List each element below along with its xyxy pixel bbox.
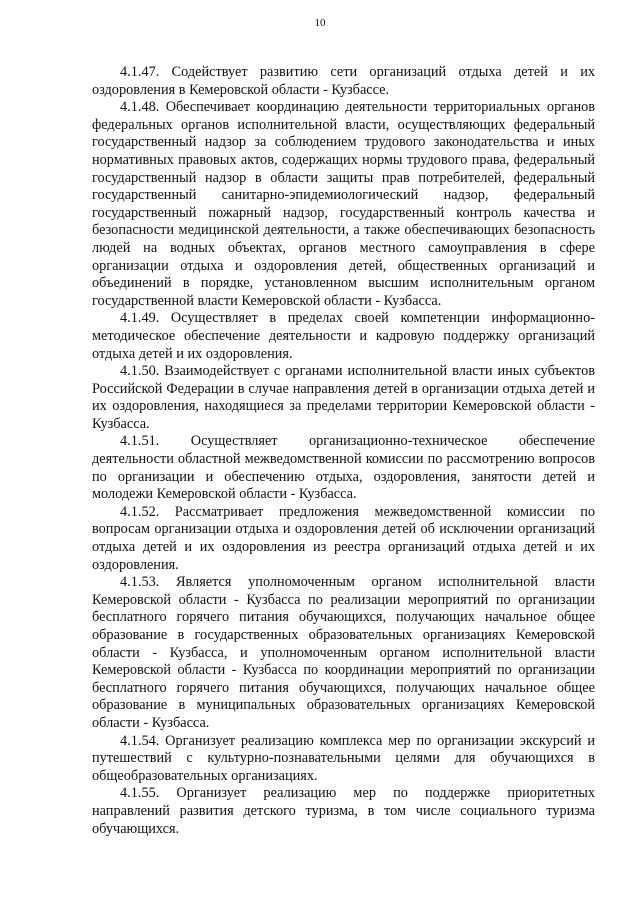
paragraph-4-1-49: 4.1.49. Осуществляет в пределах своей компетенции информационно-методическое обеспечение деятельности и кадровую поддержку организаций отдыха детей и их оздоровления.	[92, 310, 595, 362]
paragraph-4-1-51: 4.1.51. Осуществляет организационно-техническое обеспечение деятельности областной межведомственной комиссии по рассмотрению вопросов по организации и обеспечению отдыха, оздоровления, занятости детей и молодежи Кемеровской области - Кузбасса.	[92, 433, 595, 503]
paragraph-4-1-48: 4.1.48. Обеспечивает координацию деятельности территориальных органов федеральных органов исполнительной власти, осуществляющих федеральный государственный надзор за соблюдением трудового законодательства и иных нормативных правовых актов, содержащих нормы трудового права, федеральный государственный надзор в области защиты прав потребителей, федеральный государственный санитарно-эпидемиологический надзор, федеральный государственный пожарный надзор, государственный контроль качества и безопасности медицинской деятельности, а также обеспечивающих безопасность людей на водных объектах, органов местного самоуправления в сфере организации отдыха и оздоровления детей, общественных организаций и объединений в порядке, установленном высшим исполнительным органом государственной власти Кемеровской области - Кузбасса.	[92, 99, 595, 309]
paragraph-4-1-52: 4.1.52. Рассматривает предложения межведомственной комиссии по вопросам организации отдыха и оздоровления детей об исключении организаций отдыха детей и их оздоровления из реестра организаций отдыха детей и их оздоровления.	[92, 503, 595, 573]
document-body	[92, 64, 595, 838]
paragraph-4-1-50: 4.1.50. Взаимодействует с органами исполнительной власти иных субъектов Российской Федерации в случае направления детей в организации отдыха детей и их оздоровления, находящиеся за пределами территории Кемеровской области - Кузбасса.	[92, 363, 595, 432]
paragraph-4-1-47: 4.1.47. Содействует развитию сети организаций отдыха детей и их оздоровления в Кемеровской области - Кузбассе.	[92, 64, 595, 98]
paragraph-4-1-55: 4.1.55. Организует реализацию мер по поддержке приоритетных направлений развития детского туризма, в том числе социального туризма обучающихся.	[92, 785, 595, 837]
page-number: 10	[314, 17, 326, 29]
paragraph-4-1-54: 4.1.54. Организует реализацию комплекса мер по организации экскурсий и путешествий с культурно-познавательными целями для обучающихся в общеобразовательных организациях.	[92, 732, 595, 784]
paragraph-4-1-53: 4.1.53. Является уполномоченным органом исполнительной власти Кемеровской области - Кузбасса по реализации мероприятий по организации бесплатного горячего питания обучающихся, получающих начальное общее образование в государственных образовательных организациях Кемеровской области - Кузбасса, и уполномоченным органом исполнительной власти Кемеровской области - Кузбасса по координации мероприятий по организации бесплатного горячего питания обучающихся, получающих начальное общее образование в муниципальных образовательных организациях Кемеровской области - Кузбасса.	[92, 574, 595, 731]
